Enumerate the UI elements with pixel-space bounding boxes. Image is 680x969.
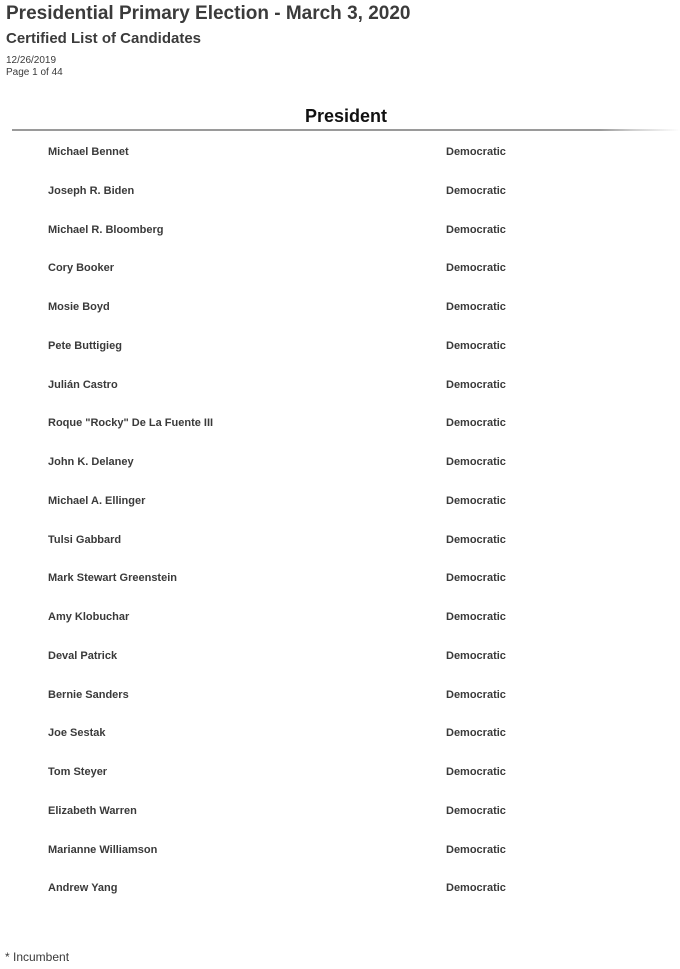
candidate-row <box>0 327 680 366</box>
candidate-party: Democratic <box>446 184 506 197</box>
candidate-party: Democratic <box>446 727 506 740</box>
candidate-name: Marianne Williamson <box>48 843 158 856</box>
candidate-list <box>0 133 680 908</box>
document-date: 12/26/2019 <box>6 55 57 66</box>
candidate-party: Democratic <box>446 533 506 546</box>
candidate-row <box>0 211 680 250</box>
candidate-name: Julián Castro <box>48 378 118 391</box>
candidate-party: Democratic <box>446 882 506 895</box>
candidate-party: Democratic <box>446 688 506 701</box>
candidate-party: Democratic <box>446 339 506 352</box>
document-title: Presidential Primary Election - March 3, 2020 <box>6 3 411 24</box>
candidate-row <box>0 288 680 327</box>
candidate-row <box>0 792 680 831</box>
candidate-name: Michael R. Bloomberg <box>48 223 164 236</box>
candidate-name: Deval Patrick <box>48 649 118 662</box>
candidate-name: Amy Klobuchar <box>48 611 130 623</box>
candidate-name: Bernie Sanders <box>48 688 129 701</box>
office-title: President <box>304 106 388 126</box>
candidate-party: Democratic <box>446 456 506 468</box>
candidate-name: Elizabeth Warren <box>48 804 137 817</box>
candidate-row <box>0 366 680 405</box>
candidate-party: Democratic <box>446 262 506 275</box>
candidate-name: Mark Stewart Greenstein <box>48 572 177 585</box>
candidate-row <box>0 521 680 560</box>
candidate-party: Democratic <box>446 611 506 623</box>
page-number: Page 1 of 44 <box>6 67 63 78</box>
candidate-name: Cory Booker <box>48 262 115 275</box>
candidate-name: Michael A. Ellinger <box>48 494 146 507</box>
candidate-row <box>0 598 680 637</box>
candidate-party: Democratic <box>446 223 506 236</box>
candidate-row <box>0 249 680 288</box>
candidate-name: Mosie Boyd <box>48 301 110 313</box>
candidate-party: Democratic <box>446 572 506 585</box>
candidate-name: Pete Buttigieg <box>48 339 122 352</box>
candidate-row <box>0 443 680 482</box>
candidate-party: Democratic <box>446 301 506 313</box>
candidate-row <box>0 831 680 870</box>
candidate-name: Roque "Rocky" De La Fuente III <box>48 417 214 430</box>
candidate-party: Democratic <box>446 417 506 430</box>
candidate-row <box>0 714 680 753</box>
candidate-party: Democratic <box>446 378 506 391</box>
candidate-row <box>0 637 680 676</box>
candidate-party: Democratic <box>446 804 506 817</box>
candidate-party: Democratic <box>446 494 506 507</box>
candidate-row <box>0 404 680 443</box>
candidate-name: Joseph R. Biden <box>48 184 135 197</box>
candidate-row <box>0 559 680 598</box>
candidate-row <box>0 133 680 172</box>
candidate-row <box>0 172 680 211</box>
candidate-name: Andrew Yang <box>48 882 118 895</box>
candidate-party: Democratic <box>446 649 506 662</box>
candidate-party: Democratic <box>446 146 506 158</box>
candidate-party: Democratic <box>446 766 506 778</box>
document-subtitle: Certified List of Candidates <box>6 30 202 47</box>
incumbent-footnote: * Incumbent <box>5 950 70 964</box>
candidate-row <box>0 482 680 521</box>
candidate-row <box>0 869 680 908</box>
candidate-name: Tulsi Gabbard <box>48 533 122 546</box>
candidate-name: Tom Steyer <box>48 766 108 778</box>
candidate-name: Michael Bennet <box>48 146 129 158</box>
candidate-party: Democratic <box>446 843 506 856</box>
candidate-row <box>0 676 680 715</box>
candidate-row <box>0 753 680 792</box>
candidate-name: John K. Delaney <box>48 456 134 468</box>
candidate-name: Joe Sestak <box>48 727 106 740</box>
section-divider <box>12 129 680 131</box>
